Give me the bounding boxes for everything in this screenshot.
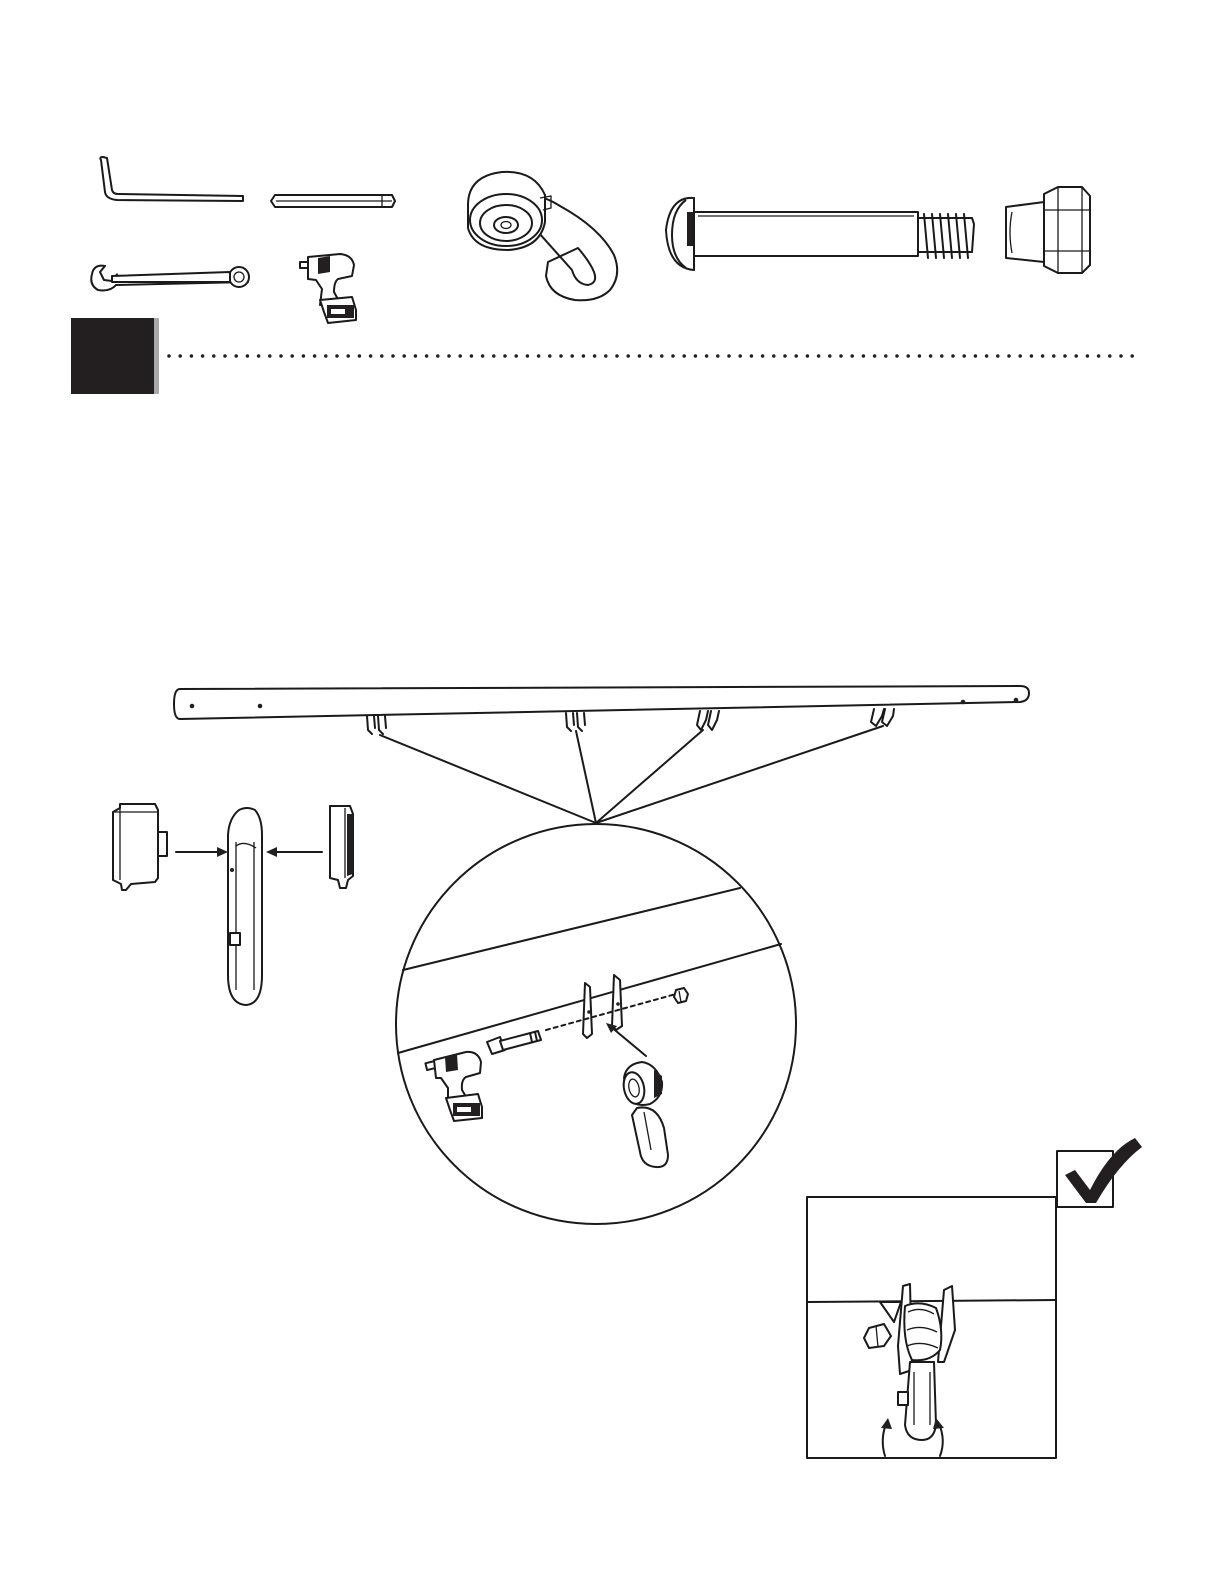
swivel-hook-exploded-icon: [113, 804, 353, 1005]
leader-lines: [380, 726, 883, 823]
beam-bracket: [367, 716, 386, 734]
top-beam-icon: [174, 686, 1029, 719]
detail-lock-nut: [674, 988, 688, 1003]
beam-bracket: [871, 709, 894, 726]
check-mark-icon: [1057, 1138, 1142, 1207]
magnified-detail-circle: [396, 824, 796, 1224]
beam-bracket: [566, 713, 585, 731]
beam-bracket: [697, 711, 719, 730]
swivel-rotation-view: [807, 1197, 1056, 1458]
